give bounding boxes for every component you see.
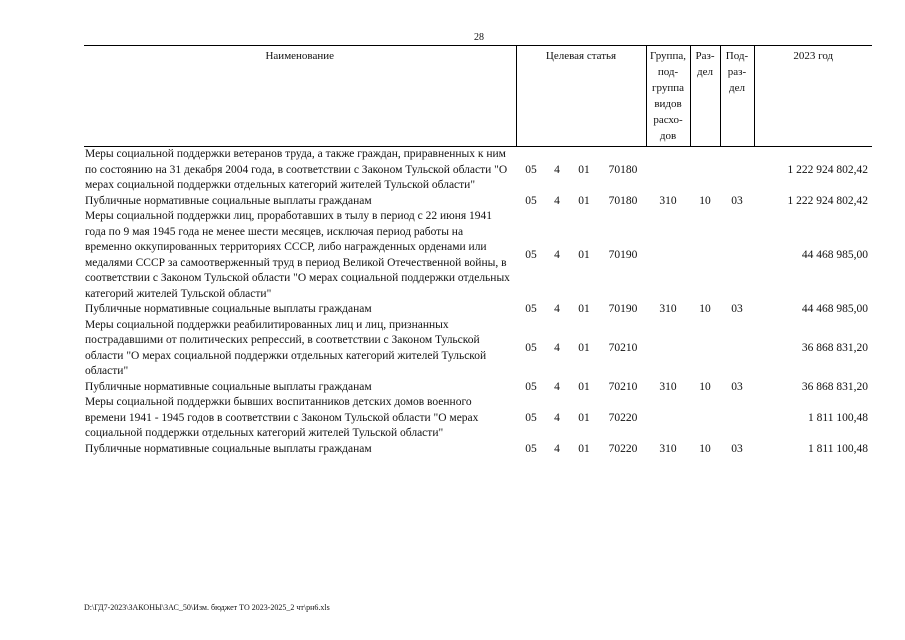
table-row	[84, 194, 872, 210]
cell-section	[690, 395, 720, 442]
cell-section: 10	[699, 303, 711, 315]
cell-code-3: 01	[578, 380, 590, 393]
cell-code-1: 05	[525, 303, 537, 315]
cell-name: Публичные нормативные социальные выплаты гражданам	[85, 442, 372, 455]
budget-table	[84, 45, 872, 457]
cell-group: 310	[659, 442, 677, 455]
cell-name: Меры социальной поддержки реабилитированных лиц и лиц, признанных пострадавшими от политических репрессий, в соответствии с Законом Тульской области "О мерах социальной поддержки отдельных категорий жителей Тульской области"	[85, 318, 487, 377]
cell-code-4: 70220	[608, 442, 638, 455]
cell-name: Меры социальной поддержки бывших воспитанников детских домов военного времени 1941 - 1945 годов в соответствии с Законом Тульской области "О мерах социальной поддержки отдельных категорий жителей Тульской области"	[85, 396, 479, 439]
cell-amount: 1 222 924 802,42	[787, 194, 868, 207]
cell-subsection	[720, 318, 754, 380]
table-row	[84, 209, 872, 302]
cell-subsection	[720, 147, 754, 194]
header-target-article: Целевая статья	[516, 46, 646, 147]
cell-code-1: 05	[525, 194, 537, 207]
cell-code-2: 4	[554, 341, 560, 354]
cell-name: Публичные нормативные социальные выплаты гражданам	[85, 303, 372, 315]
cell-code-2: 4	[554, 303, 560, 315]
cell-code-3: 01	[578, 248, 590, 261]
cell-section: 10	[699, 194, 711, 207]
cell-code-2: 4	[554, 194, 560, 207]
cell-code-1: 05	[525, 442, 537, 455]
cell-code-4: 70220	[608, 411, 638, 424]
table-row	[84, 395, 872, 442]
cell-amount: 36 868 831,20	[801, 380, 868, 393]
cell-group	[646, 395, 690, 442]
cell-subsection: 03	[731, 194, 743, 207]
cell-group: 310	[659, 194, 677, 207]
cell-code-2: 4	[554, 380, 560, 393]
cell-code-3: 01	[578, 411, 590, 424]
cell-section: 10	[699, 380, 711, 393]
cell-code-4: 70210	[608, 341, 638, 354]
header-year: 2023 год	[754, 46, 872, 147]
cell-subsection	[720, 395, 754, 442]
cell-code-1: 05	[525, 411, 537, 424]
cell-code-3: 01	[578, 341, 590, 354]
cell-section	[690, 318, 720, 380]
footer-file-path: D:\ГД7-2023\ЗАКОНЫ\ЗАС_50\Изм. бюджет ТО 2023-2025_2 чт\рн6.xls	[84, 603, 330, 612]
cell-amount: 36 868 831,20	[801, 341, 868, 354]
cell-name: Публичные нормативные социальные выплаты гражданам	[85, 194, 372, 207]
cell-subsection: 03	[731, 442, 743, 455]
cell-code-1: 05	[525, 163, 537, 176]
cell-group	[646, 209, 690, 302]
cell-amount: 1 811 100,48	[808, 442, 868, 455]
header-section: Раз- дел	[690, 46, 720, 147]
header-group: Группа, под- группа видов расхо- дов	[646, 46, 690, 147]
cell-code-2: 4	[554, 442, 560, 455]
table-row	[84, 318, 872, 380]
cell-code-4: 70190	[608, 248, 638, 261]
table-row	[84, 147, 872, 194]
table-row	[84, 442, 872, 458]
cell-code-2: 4	[554, 163, 560, 176]
cell-name: Меры социальной поддержки ветеранов труда, а также граждан, приравненных к ним по состоянию на 31 декабря 2004 года, в соответствии с Законом Тульской области "О мерах социальной поддержки отдельных категорий жителей Тульской области"	[85, 148, 508, 191]
cell-amount: 1 222 924 802,42	[787, 163, 868, 176]
cell-section	[690, 147, 720, 194]
cell-code-4: 70190	[608, 303, 638, 315]
cell-name: Меры социальной поддержки лиц, проработавших в тылу в период с 22 июня 1941 года по 9 мая 1945 года не менее шести месяцев, исключая период работы на временно оккупированных территориях СССР, либо награжденных орденами или медалями СССР за самоотверженный труд в период Великой Отечественной войны, в соответствии с Законом Тульской области "О мерах социальной поддержки отдельных категорий жителей Тульской области"	[85, 210, 510, 300]
page-number: 28	[474, 32, 484, 43]
table-row	[84, 302, 872, 318]
cell-code-1: 05	[525, 248, 537, 261]
cell-amount: 1 811 100,48	[808, 411, 868, 424]
cell-code-3: 01	[578, 442, 590, 455]
table-row	[84, 380, 872, 396]
cell-group	[646, 318, 690, 380]
cell-code-3: 01	[578, 303, 590, 315]
cell-group: 310	[659, 380, 677, 393]
cell-subsection	[720, 209, 754, 302]
cell-code-1: 05	[525, 341, 537, 354]
cell-code-1: 05	[525, 380, 537, 393]
cell-group: 310	[659, 303, 677, 315]
cell-name: Публичные нормативные социальные выплаты гражданам	[85, 380, 372, 393]
cell-code-2: 4	[554, 248, 560, 261]
cell-code-3: 01	[578, 163, 590, 176]
header-subsection: Под- раз- дел	[720, 46, 754, 147]
cell-code-4: 70180	[608, 163, 638, 176]
cell-amount: 44 468 985,00	[801, 248, 868, 261]
cell-code-2: 4	[554, 411, 560, 424]
table-header-row	[84, 46, 872, 147]
cell-code-4: 70180	[608, 194, 638, 207]
cell-section: 10	[699, 442, 711, 455]
cell-group	[646, 147, 690, 194]
header-name: Наименование	[84, 46, 516, 147]
cell-code-4: 70210	[608, 380, 638, 393]
cell-section	[690, 209, 720, 302]
cell-subsection: 03	[731, 303, 743, 315]
cell-code-3: 01	[578, 194, 590, 207]
cell-amount: 44 468 985,00	[801, 303, 868, 315]
cell-subsection: 03	[731, 380, 743, 393]
